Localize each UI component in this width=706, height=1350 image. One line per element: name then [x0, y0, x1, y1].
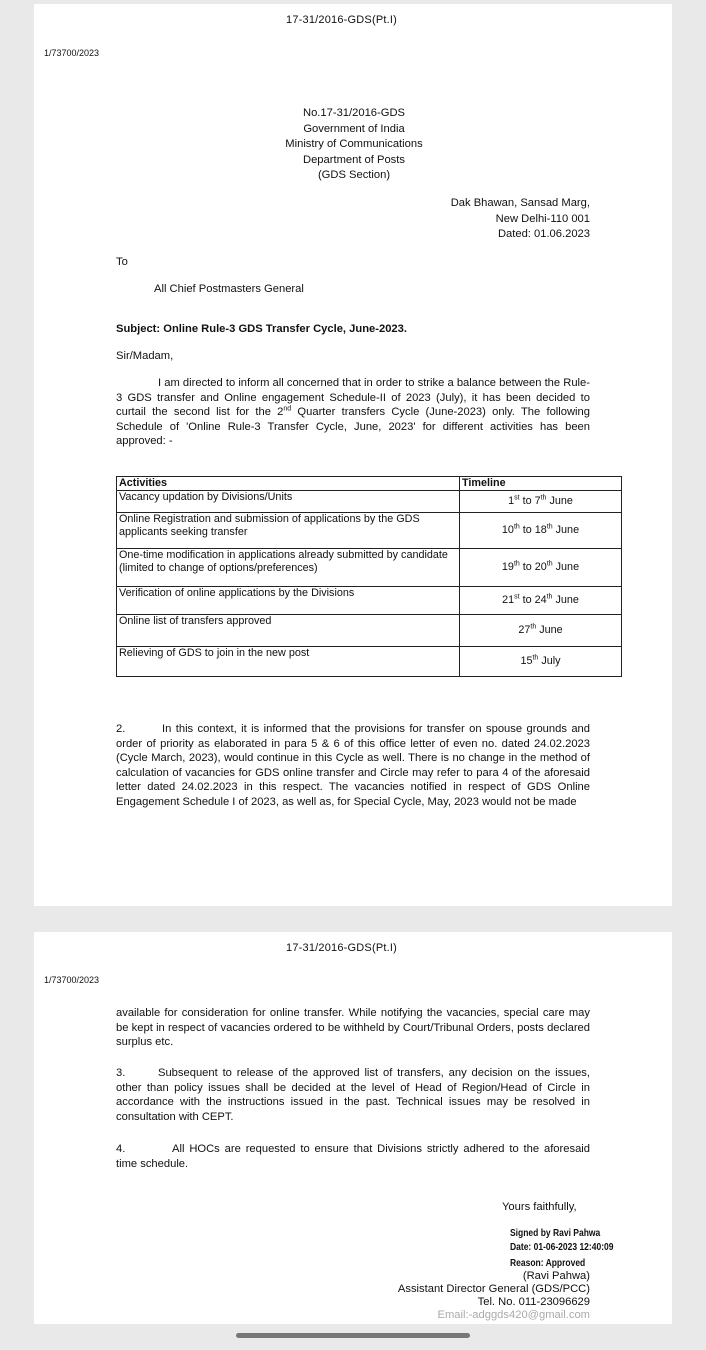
letterhead-department: Department of Posts [303, 153, 405, 166]
signatory-block [374, 1270, 590, 1322]
letter-date: Dated: 01.06.2023 [497, 228, 590, 240]
timeline-to: to [519, 495, 535, 507]
schedule-table [116, 476, 622, 677]
activity-cell: Verification of online applications by the Divisions [117, 587, 460, 615]
paragraph-2-number: 2. [116, 723, 126, 735]
header-reference: 17-31/2016-GDS(Pt.I) [286, 14, 397, 26]
paragraph-2-continued: available for consideration for online transfer. While notifying the vacancies, special care may be kept in respect of vacancies ordered to be withheld by Court/Tribunal Orders, posts declared surplus etc. [116, 1007, 590, 1048]
timeline-cell [460, 587, 622, 615]
letterhead-section: (GDS Section) [317, 169, 391, 181]
letterhead [272, 106, 436, 184]
paragraph-4-number: 4. [116, 1143, 126, 1155]
address-block [430, 196, 590, 243]
timeline-d2: 24 [534, 594, 547, 606]
timeline-s2: th [540, 494, 547, 502]
table-row [117, 587, 622, 615]
timeline-month: June [552, 561, 580, 573]
header-reference-page-2: 17-31/2016-GDS(Pt.I) [286, 942, 397, 954]
paragraph-1 [116, 376, 590, 449]
table-row [117, 549, 622, 587]
timeline-d1: 10 [501, 524, 514, 536]
table-row [117, 615, 622, 647]
signatory-telephone: Tel. No. 011-23096629 [477, 1296, 590, 1308]
address-line-2: New Delhi-110 001 [495, 212, 590, 225]
timeline-d1: 21 [502, 594, 515, 606]
document-page-2 [34, 932, 672, 1324]
timeline-month: July [538, 655, 561, 667]
header-timeline: Timeline [460, 477, 622, 491]
timeline-cell [460, 549, 622, 587]
digital-signature-signed-by: Signed by Ravi Pahwa [510, 1228, 601, 1239]
timeline-d2: 7 [534, 495, 541, 507]
activity-cell: Relieving of GDS to join in the new post [117, 647, 460, 677]
timeline-s1: th [513, 523, 520, 531]
letter-number: No.17-31/2016-GDS [303, 107, 405, 119]
address-line-1: Dak Bhawan, Sansad Marg, [450, 197, 590, 209]
table-header-row [117, 477, 622, 491]
timeline-d2: 20 [534, 561, 547, 573]
file-number: 1/73700/2023 [44, 48, 100, 58]
recipient: All Chief Postmasters General [154, 283, 304, 295]
activity-cell: One-time modification in applications already submitted by candidate (limited to change of options/preferences) [117, 549, 460, 587]
timeline-to: to [519, 594, 535, 606]
timeline-d1: 27 [518, 624, 531, 636]
timeline-month: June [536, 624, 563, 636]
document-page-1 [34, 4, 672, 906]
paragraph-3: Subsequent to release of the approved list of transfers, any decision on the issues, other than policy issues shall be decided at the level of Head of Region/Head of Circle in accordance with the instructions issued in the past. Technical issues may be resolved in consultation with CEPT. [116, 1067, 590, 1123]
timeline-s1: st [514, 593, 520, 601]
activity-cell: Vacancy updation by Divisions/Units [117, 491, 460, 513]
signatory-email: Email:-adggds420@gmail.com [437, 1309, 590, 1321]
activity-cell: Online list of transfers approved [117, 615, 460, 647]
signatory-name: (Ravi Pahwa) [522, 1270, 590, 1282]
timeline-month: June [546, 495, 573, 507]
digital-signature-date: Date: 01-06-2023 12:40:09 [510, 1242, 614, 1253]
timeline-to: to [519, 524, 535, 536]
signatory-designation: Assistant Director General (GDS/PCC) [397, 1283, 590, 1295]
to-label: To [116, 256, 128, 268]
paragraph-4: All HOCs are requested to ensure that Divisions strictly adhered to the aforesaid time schedule. [116, 1143, 590, 1170]
timeline-month: June [552, 594, 579, 606]
paragraph-1-text-a: I am directed to inform all concerned that in order to strike a balance between the Rule-3 GDS transfer and Online engagement Schedule-II of 2023 (July), it has been decided to curtail the second list for the 2 [116, 377, 590, 418]
paragraph-1-superscript: nd [283, 405, 292, 413]
closing: Yours faithfully, [502, 1201, 577, 1213]
table-row [117, 491, 622, 513]
timeline-cell [460, 491, 622, 513]
header-activities: Activities [117, 477, 460, 491]
salutation: Sir/Madam, [116, 350, 174, 362]
activity-cell: Online Registration and submission of applications by the GDS applicants seeking transfer [117, 513, 460, 549]
timeline-cell [460, 647, 622, 677]
file-number-page-2: 1/73700/2023 [44, 975, 100, 985]
paragraph-3-number: 3. [116, 1067, 126, 1079]
timeline-s1: st [514, 494, 520, 502]
timeline-month: June [552, 524, 580, 536]
timeline-s1: th [530, 623, 537, 631]
timeline-d2: 18 [534, 524, 547, 536]
timeline-d1: 15 [520, 655, 533, 667]
letterhead-government: Government of India [303, 122, 405, 135]
paragraph-1-text-b: Quarter transfers Cycle (June-2023) only. The following Schedule of 'Online Rule-3 Transfer Cycle, June, 2023' for different activities has been approved: - [116, 406, 590, 447]
table-row [117, 647, 622, 677]
scroll-indicator[interactable] [236, 1333, 470, 1338]
subject-line: Subject: Online Rule-3 GDS Transfer Cycle, June-2023. [116, 323, 407, 335]
timeline-s2: th [546, 593, 553, 601]
timeline-s1: th [532, 654, 539, 662]
timeline-s2: th [546, 523, 553, 531]
table-row [117, 513, 622, 549]
timeline-d1: 19 [501, 561, 514, 573]
digital-signature-reason: Reason: Approved [510, 1258, 586, 1269]
timeline-cell [460, 615, 622, 647]
timeline-cell [460, 513, 622, 549]
timeline-d1: 1 [508, 495, 515, 507]
paragraph-2: In this context, it is informed that the provisions for transfer on spouse grounds and order of priority as elaborated in para 5 & 6 of this office letter of even no. dated 24.02.2023 (Cycle March, 2023), would continue in this Cycle as well. There is no change in the method of calculation of vacancies for GDS online transfer and Circle may refer to para 4 of the aforesaid letter dated 24.02.2023 in this respect. The vacancies notified in respect of GDS Online Engagement Schedule I of 2023, as well as, for Special Cycle, May, 2023 would not be made [116, 723, 590, 808]
timeline-s2: th [546, 560, 553, 568]
letterhead-ministry: Ministry of Communications [285, 138, 423, 150]
timeline-to: to [519, 561, 535, 573]
timeline-s1: th [513, 560, 520, 568]
